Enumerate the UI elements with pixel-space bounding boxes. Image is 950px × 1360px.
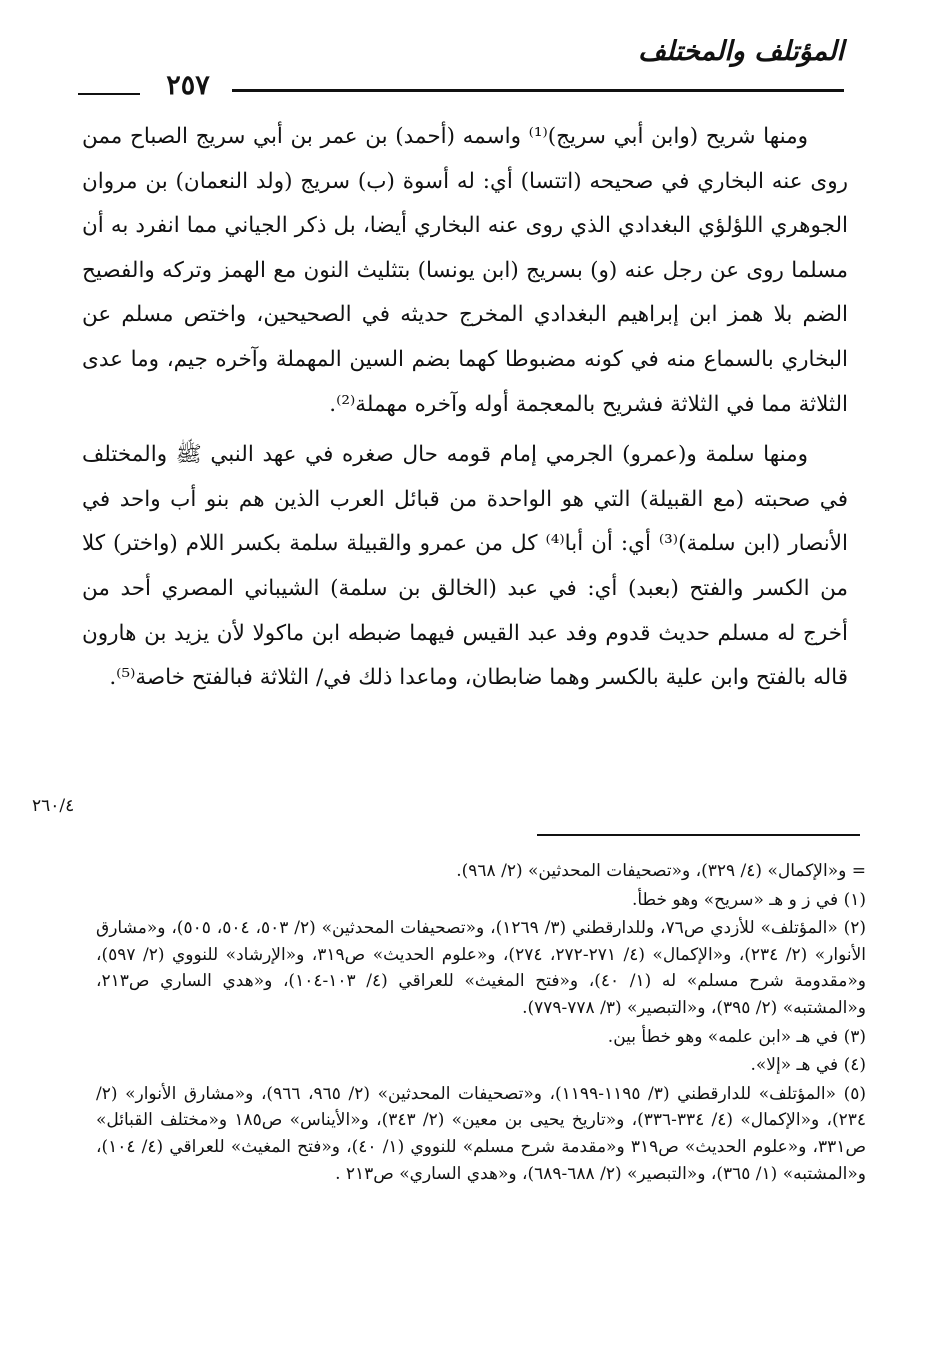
footnote: (٤) في هـ «إلا». (750, 1055, 866, 1076)
footnote: (٣) في هـ «ابن علمه» وهو خطأ بين. (607, 1026, 866, 1047)
body-paragraph: ومنها سلمة و(عمرو) الجرمي إمام قومه حال صغره في عهد النبي ﷺ والمختلف في صحبته (مع القبيلة) التي هو الواحدة من قبائل العرب الذين هم بنو أب واحد في الأنصار (ابن سلمة)⁽³⁾ أي: أن أبا⁽⁴⁾ كل من عمرو والقبيلة سلمة بكسر اللام (واختر) كلا من الكسر والفتح (بعبد) أي: في عبد (الخالق بن سلمة) الشيباني المصري أحد من أخرج له مسلم حديث قدوم وفد عبد القيس فيهما ضبطه ابن ماكولا لأن يزيد بن هارون قاله بالفتح وابن علية بالكسر وهما ضابطان، وماعدا ذلك في/ الثلاثة فبالفتح خاصة⁽⁵⁾. (82, 442, 848, 691)
running-title: المؤتلف والمختلف (638, 36, 844, 67)
footnote: (٥) «المؤتلف» للدارقطني (٣/ ١١٩٥-١١٩٩)، و«تصحيفات المحدثين» (٢/ ٩٦٥، ٩٦٦)، و«مشارق الأنوار» (٢/ ٢٣٤)، و«الإكمال» (٤/ ٣٣٤-٣٣٦)، و«تاريخ يحيى بن معين» (٢/ ٣٤٣)، و«الأيناس» ص١٨٥ و«مختلف القبائل» ص٣٣١، و«علوم الحديث» ص٣١٩ و«مقدمة شرح مسلم» للنووي (١/ ٤٠)، و«فتح المغيث» للعراقي (٤/ ١٠٤)، و«المشتبه» (١/ ٣٦٥)، و«التبصير» (٢/ ٦٨٨-٦٨٩)، و«هدي الساري» ص٢١٣ . (96, 1083, 867, 1184)
header-rule-short (78, 93, 140, 95)
footnote: (٢) «المؤتلف» للأزدي ص٧٦، وللدارقطني (٣/ ١٢٦٩)، و«تصحيفات المحدثين» (٢/ ٥٠٣، ٥٠٤، ٥٠٥)، و«مشارق الأنوار» (٢/ ٢٣٤)، و«الإكمال» (٤/ ٢٧١-٢٧٢، ٢٧٤)، و«علوم الحديث» ص٣١٩، و«الإرشاد» للنووي (٢/ ٥٩٧)، و«مقدومة شرح مسلم» له (١/ ٤٠)، و«فتح المغيث» للعراقي (٤/ ١٠٣-١٠٤)، و«هدي الساري ص٢١٣، و«المشتبه» (٢/ ٣٩٥)، و«التبصير» (٣/ ٧٧٨-٧٧٩). (96, 918, 867, 1018)
body-paragraph: ومنها شريح (وابن أبي سريج)⁽¹⁾ واسمه (أحمد) بن عمر بن أبي سريج الصباح ممن روى عنه البخاري في صحيحه (اتتسا) أي: له أسوة (ب) سريج (ولد النعمان) بن مروان الجوهري اللؤلؤي البغدادي الذي روى عنه البخاري أيضا، بل ذكر الجياني مما انفرد به أن مسلما روى عن رجل عنه (و) بسريج (ابن يونسا) بتثليث النون مع الهمز وتركه والفصيح الضم بلا همز ابن إبراهيم البغدادي المخرج حديثه في الصحيحين، واختص مسلم عن البخاري بالسماع منه في كونه مضبوطا كهما بضم السين المهملة وآخره جيم، وما عدى الثلاثة مما في الثلاثة فشريح بالمعجمة أوله وآخره مهملة⁽²⁾. (82, 124, 848, 417)
header-rule (232, 89, 844, 92)
footnote-separator (537, 834, 860, 836)
main-text (82, 115, 848, 701)
footnote: (١) في ز و هـ «سريح» وهو خطأ. (631, 889, 866, 910)
footnotes (96, 858, 866, 1187)
footnote: = و«الإكمال» (٤/ ٣٢٩)، و«تصحيفات المحدثين» (٢/ ٩٦٨). (456, 861, 866, 881)
page-number: ٢٥٧ (166, 70, 210, 101)
margin-page-reference: ٢٦٠/٤ (32, 796, 75, 816)
